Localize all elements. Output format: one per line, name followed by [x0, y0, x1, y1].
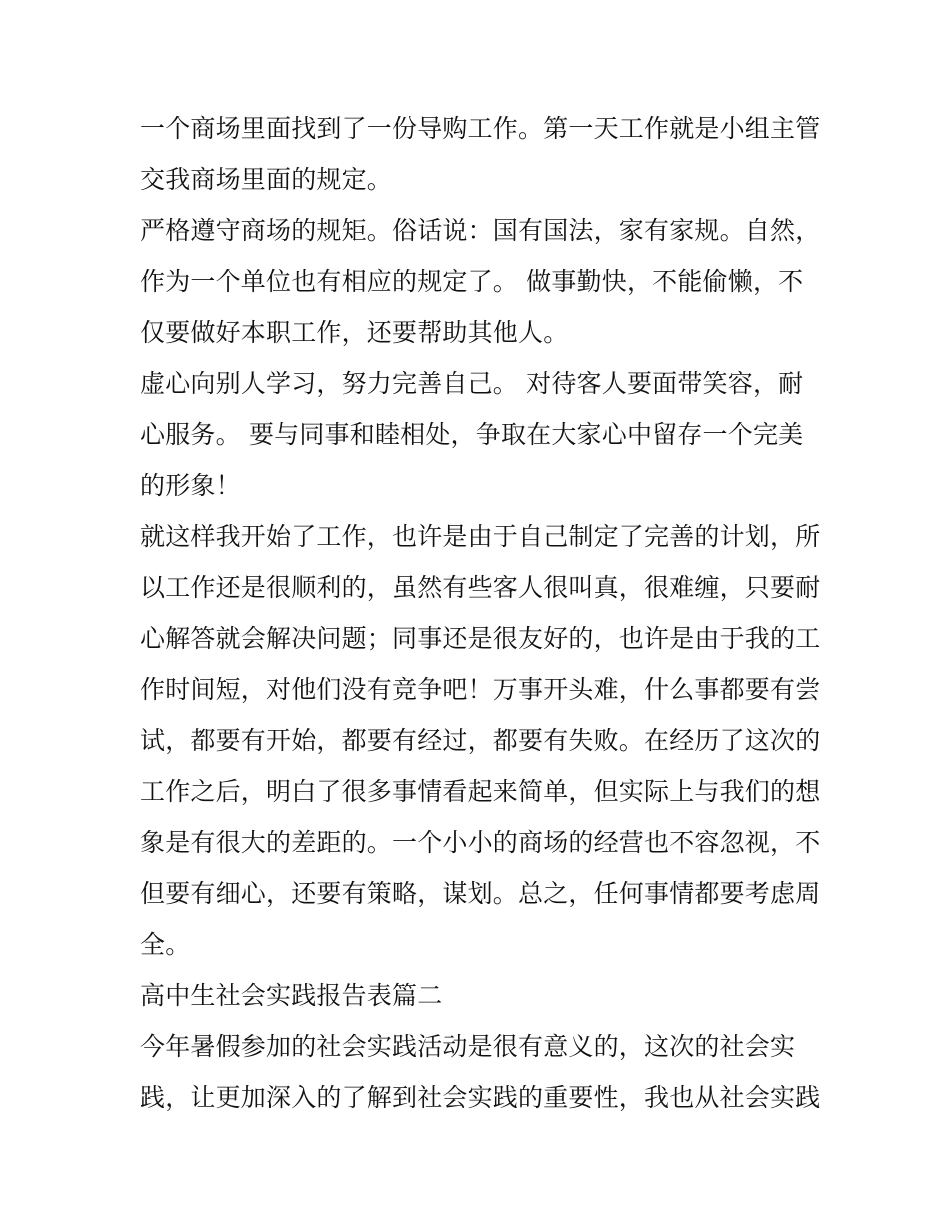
text-line: 今年暑假参加的社会实践活动是很有意义的，这次的社会实 [140, 1032, 796, 1061]
text-line: 工作之后，明白了很多事情看起来简单，但实际上与我们的想 [140, 777, 821, 806]
text-line: 严格遵守商场的规矩。俗话说：国有国法，家有家规。自然， [140, 216, 821, 245]
text-line: 仅要做好本职工作，还要帮助其他人。 [140, 318, 569, 347]
text-line: 交我商场里面的规定。 [140, 165, 393, 194]
text-line: 作为一个单位也有相应的规定了。 做事勤快，不能偷懒，不 [140, 267, 804, 296]
text-line: 以工作还是很顺利的，虽然有些客人很叫真，很难缠，只要耐 [140, 573, 821, 602]
text-line: 象是有很大的差距的。一个小小的商场的经营也不容忽视，不 [140, 828, 821, 857]
text-line: 一个商场里面找到了一份导购工作。第一天工作就是小组主管 [140, 114, 821, 143]
text-line: 心服务。 要与同事和睦相处，争取在大家心中留存一个完美 [140, 420, 804, 449]
text-line: 就这样我开始了工作，也许是由于自己制定了完善的计划，所 [140, 522, 821, 551]
text-line: 虚心向别人学习，努力完善自己。 对待客人要面带笑容，耐 [140, 369, 804, 398]
text-line: 心解答就会解决问题；同事还是很友好的，也许是由于我的工 [140, 624, 821, 653]
text-line: 作时间短，对他们没有竞争吧！万事开头难，什么事都要有尝 [140, 675, 821, 704]
text-line: 试，都要有开始，都要有经过，都要有失败。在经历了这次的 [140, 726, 821, 755]
text-line: 但要有细心，还要有策略，谋划。总之，任何事情都要考虑周 [140, 879, 821, 908]
text-line: 践，让更加深入的了解到社会实践的重要性，我也从社会实践 [140, 1083, 821, 1112]
text-line: 全。 [140, 930, 191, 959]
text-line: 的形象！ [140, 471, 241, 500]
section-heading: 高中生社会实践报告表篇二 [140, 981, 443, 1010]
